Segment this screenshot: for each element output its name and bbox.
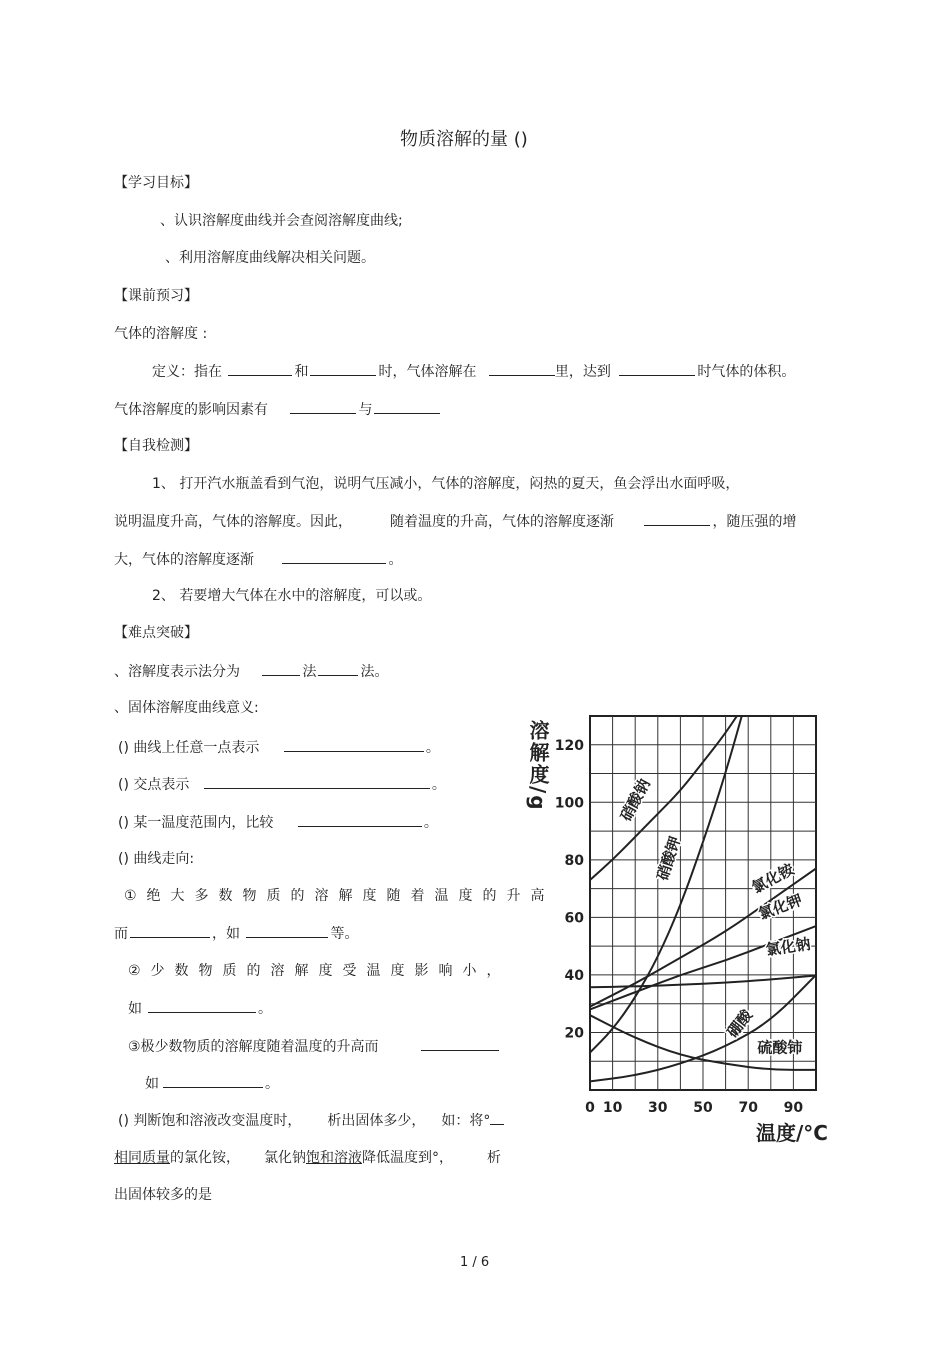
series-label: 硫酸铈: [757, 1038, 803, 1057]
blank[interactable]: [421, 1036, 499, 1051]
series-label: 硝酸钾: [653, 834, 685, 883]
blank[interactable]: [310, 361, 376, 376]
y-tick-label: 80: [564, 852, 584, 869]
blank[interactable]: [148, 998, 256, 1013]
y-tick-label: 60: [564, 910, 584, 927]
y-tick-label: 20: [564, 1025, 584, 1042]
blank[interactable]: [290, 399, 356, 414]
blank[interactable]: [282, 549, 386, 564]
rule-2-line2: 如 。: [128, 998, 272, 1019]
rule-1-line1: ①绝大多数物质的溶解度随着温度的升高: [124, 888, 555, 904]
factors-line: 气体溶解度的影响因素有 与: [114, 399, 440, 420]
meaning-5-line2: 相同质量的氯化铵， 氯化钠饱和溶液降低温度到°， 析: [114, 1150, 501, 1166]
series-label: 硼酸: [723, 1006, 757, 1041]
series-label: 氯化铵: [748, 859, 798, 897]
blank[interactable]: [204, 774, 430, 789]
difficulty-2: 、固体溶解度曲线意义:: [114, 700, 259, 716]
section-goals: 【学习目标】: [114, 175, 198, 191]
meaning-4: () 曲线走向:: [118, 851, 195, 867]
blank[interactable]: [284, 737, 424, 752]
goal-2: 、利用溶解度曲线解决相关问题。: [165, 250, 375, 266]
rule-1-line2: 而 ，如 等。: [114, 923, 358, 944]
blank[interactable]: [163, 1073, 263, 1088]
q1-line2: 说明温度升高，气体的溶解度。因此， 随着温度的升高，气体的溶解度逐渐 ，随压强的增: [114, 511, 796, 532]
meaning-1: () 曲线上任意一点表示 。: [118, 737, 440, 758]
x-tick-label: 50: [693, 1100, 713, 1116]
x-tick-label: 90: [783, 1100, 804, 1116]
blank[interactable]: [318, 661, 358, 676]
meaning-3: () 某一温度范围内，比较 。: [118, 812, 438, 833]
section-difficult: 【难点突破】: [114, 625, 198, 641]
q1-line1: 1、 打开汽水瓶盖看到气泡，说明气压减小，气体的溶解度，闷热的夏天，鱼会浮出水面呼吸，: [152, 476, 740, 492]
meaning-5-line1: () 判断饱和溶液改变温度时， 析出固体多少， 如：将°: [118, 1110, 504, 1131]
y-axis-label: 溶解度/g: [526, 720, 550, 812]
rule-3-line1: ③极少数物质的溶解度随着温度的升高而: [128, 1036, 499, 1057]
x-tick-label: 0: [585, 1100, 595, 1116]
y-tick-label: 120: [554, 737, 584, 754]
gas-heading: 气体的溶解度 :: [114, 326, 208, 342]
blank[interactable]: [262, 661, 300, 676]
series-label: 氯化钠: [764, 934, 812, 960]
difficulty-1: 、溶解度表示法分为 法 法。: [114, 661, 388, 682]
goal-1: 、认识溶解度曲线并会查阅溶解度曲线;: [160, 213, 403, 229]
meaning-5-line3: 出固体较多的是: [114, 1187, 212, 1203]
blank[interactable]: [246, 923, 328, 938]
solubility-chart: [520, 700, 840, 1160]
x-tick-label: 10: [602, 1100, 623, 1116]
blank[interactable]: [644, 511, 710, 526]
blank[interactable]: [130, 923, 210, 938]
series-label: 氯化钾: [756, 890, 805, 924]
q1-line3: 大，气体的溶解度逐渐 。: [114, 549, 402, 570]
x-tick-label: 70: [738, 1100, 758, 1116]
blank[interactable]: [298, 812, 422, 827]
blank[interactable]: [228, 361, 292, 376]
page-number: 1 / 6: [460, 1255, 490, 1270]
q2: 2、 若要增大气体在水中的溶解度，可以或。: [152, 588, 432, 604]
blank[interactable]: [489, 361, 555, 376]
y-tick-label: 40: [564, 967, 584, 984]
rule-3-line2: 如 。: [145, 1073, 279, 1094]
section-check: 【自我检测】: [114, 438, 198, 454]
definition-line: 定义：指在 和 时，气体溶解在 里，达到 时气体的体积。: [152, 361, 795, 382]
blank[interactable]: [619, 361, 695, 376]
page-title: 物质溶解的量 (): [400, 129, 528, 150]
meaning-2: () 交点表示 。: [118, 774, 446, 795]
x-axis-label: 温度/°C: [756, 1121, 828, 1145]
blank[interactable]: [374, 399, 440, 414]
y-tick-label: 100: [554, 795, 584, 812]
x-tick-label: 30: [648, 1100, 668, 1116]
series-label: 硝酸钠: [616, 775, 654, 825]
rule-2-line1: ②少数物质的溶解度受温度影响小，: [128, 963, 511, 979]
blank[interactable]: [490, 1110, 504, 1125]
section-preview: 【课前预习】: [114, 288, 198, 304]
